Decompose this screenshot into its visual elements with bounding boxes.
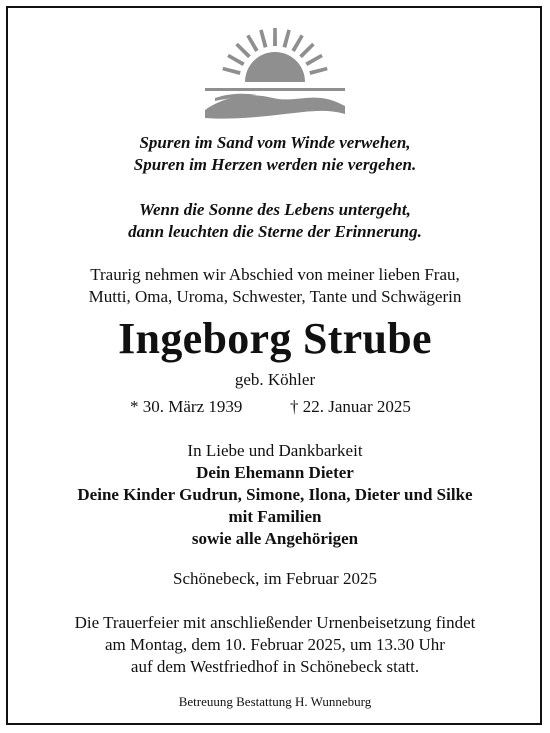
death-date: † 22. Januar 2025 — [290, 397, 411, 416]
mourner-spouse: Dein Ehemann Dieter — [196, 463, 354, 482]
deceased-name: Ingeborg Strube — [118, 314, 432, 363]
sun-ray — [305, 54, 323, 66]
sun-ray — [227, 54, 245, 66]
mourner-children: Deine Kinder Gudrun, Simone, Ilona, Dieter und Silke — [77, 485, 473, 504]
sun-ray — [222, 67, 240, 75]
sun-ray — [299, 43, 314, 58]
mourner-relatives: sowie alle Angehörigen — [191, 529, 359, 548]
sun-ray — [273, 28, 277, 46]
ceremony-line-1: Die Trauerfeier mit anschließender Urnenbeisetzung findet — [74, 613, 476, 632]
sun-ray — [309, 67, 327, 75]
sun-ray — [259, 29, 267, 47]
poem-line-3: Wenn die Sonne des Lebens untergeht, — [139, 200, 411, 219]
poem-line-4: dann leuchten die Sterne der Erinnerung. — [128, 222, 422, 241]
maiden-name: geb. Köhler — [234, 370, 316, 389]
ceremony-line-3: auf dem Westfriedhof in Schönebeck statt. — [130, 657, 420, 676]
place-date: Schönebeck, im Februar 2025 — [173, 569, 377, 588]
intro-line-2: Mutti, Oma, Uroma, Schwester, Tante und Schwägerin — [88, 287, 462, 306]
mourner-families: mit Familien — [228, 507, 322, 526]
ceremony-line-2: am Montag, dem 10. Februar 2025, um 13.30 Uhr — [105, 635, 445, 654]
mourners-intro: In Liebe und Dankbarkeit — [187, 441, 363, 460]
funeral-home-credit: Betreuung Bestattung H. Wunneburg — [178, 694, 372, 709]
intro-line-1: Traurig nehmen wir Abschied von meiner lieben Frau, — [90, 265, 460, 284]
poem-line-2: Spuren im Herzen werden nie vergehen. — [133, 155, 417, 174]
sun-ray — [246, 34, 258, 51]
birth-date: * 30. März 1939 — [130, 397, 243, 416]
sun-ray — [291, 34, 303, 51]
sun-ray — [235, 43, 250, 58]
poem-line-1: Spuren im Sand vom Winde verwehen, — [139, 133, 411, 152]
sunset-over-dunes-icon — [205, 26, 345, 124]
sun-ray — [282, 29, 290, 47]
